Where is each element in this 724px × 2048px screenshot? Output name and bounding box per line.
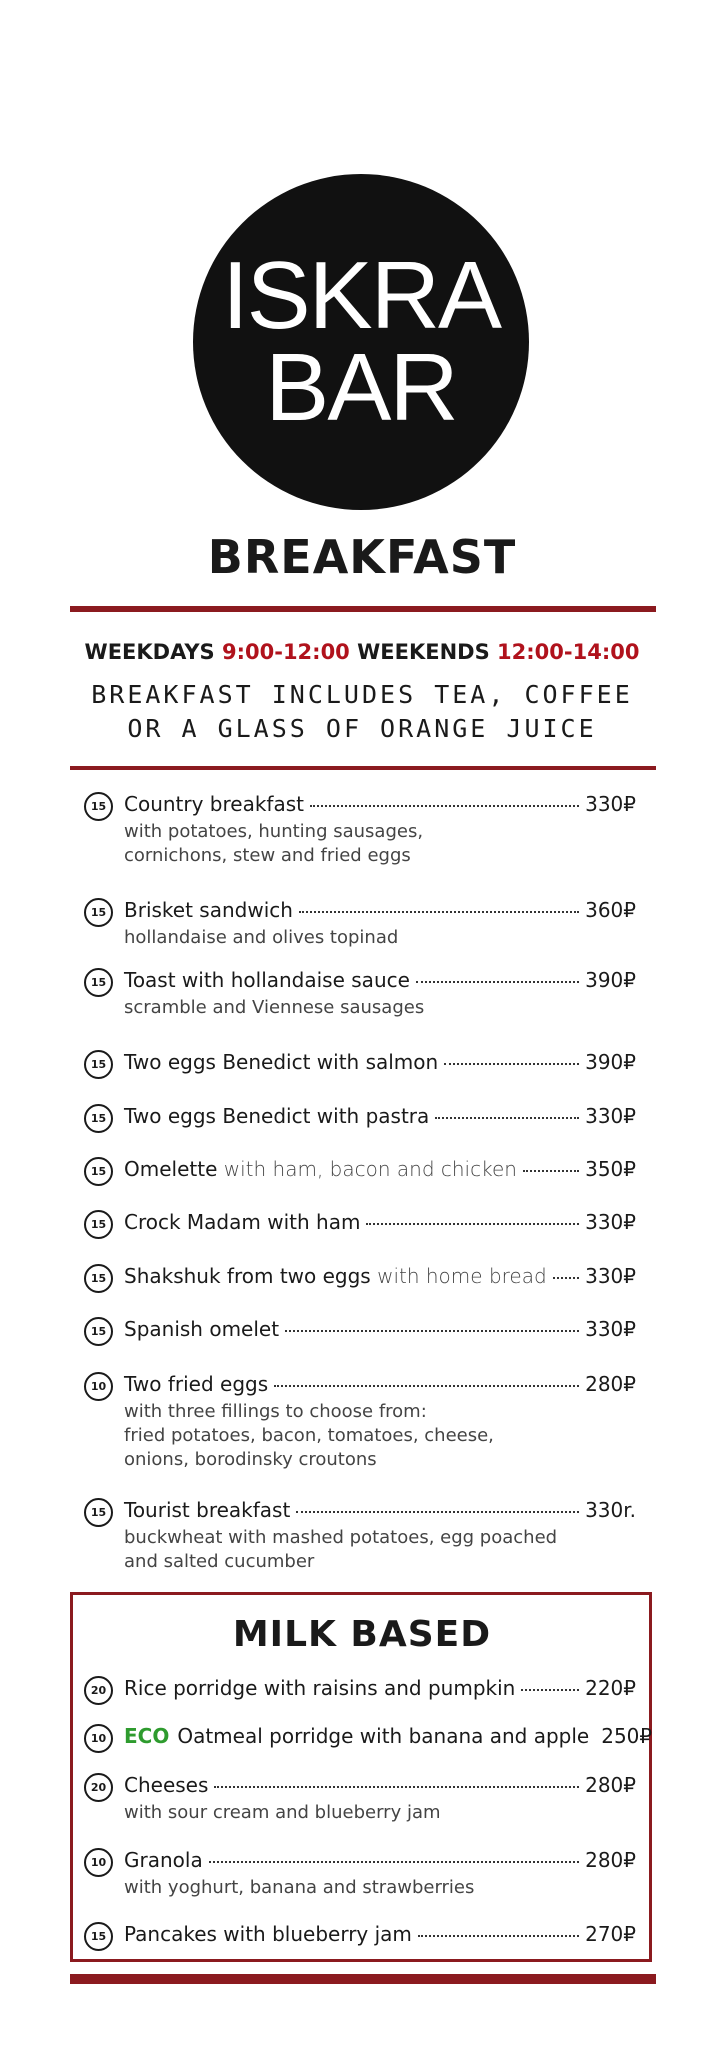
dot-leader xyxy=(285,1330,579,1332)
prep-time-clock-icon: 15 xyxy=(84,968,113,997)
menu-item-title xyxy=(124,898,293,922)
menu-item-line xyxy=(124,968,636,992)
menu-item-title xyxy=(124,1104,429,1128)
logo-line-2: BAR xyxy=(265,334,457,441)
prep-time-clock-icon: 20 xyxy=(84,1676,113,1705)
prep-time-clock-icon: 15 xyxy=(84,1157,113,1186)
menu-item-price: 330₽ xyxy=(585,792,636,816)
menu-item-title xyxy=(124,1773,208,1797)
menu-item-price: 280₽ xyxy=(585,1372,636,1396)
dot-leader xyxy=(435,1117,579,1119)
breakfast-list-rule xyxy=(70,766,656,770)
menu-item-title xyxy=(124,1317,279,1341)
menu-item-description xyxy=(124,926,398,950)
weekdays-hours: 9:00-12:00 xyxy=(222,640,350,664)
menu-item-extra: with ham, bacon and chicken xyxy=(217,1157,517,1181)
menu-item-line xyxy=(124,1848,636,1872)
prep-time-clock-icon: 20 xyxy=(84,1773,113,1802)
menu-item-description xyxy=(124,1876,474,1900)
menu-item-title xyxy=(124,1210,360,1234)
description-line: cornichons, stew and fried eggs xyxy=(124,845,411,866)
milk-based-title: MILK BASED xyxy=(232,1614,492,1655)
menu-item-name: Tourist breakfast xyxy=(124,1498,291,1522)
breakfast-title: BREAKFAST xyxy=(207,530,517,584)
prep-time-clock-icon: 15 xyxy=(84,1264,113,1293)
description-line: fried potatoes, bacon, tomatoes, cheese, xyxy=(124,1425,494,1446)
menu-item-name: Omelette xyxy=(124,1157,218,1181)
menu-item-description xyxy=(124,820,423,868)
dot-leader xyxy=(274,1385,579,1387)
description-line: with potatoes, hunting sausages, xyxy=(124,821,424,842)
description-line: buckwheat with mashed potatoes, egg poached xyxy=(124,1527,558,1548)
prep-time-clock-icon: 15 xyxy=(84,1210,113,1239)
menu-item-name: Two eggs Benedict with salmon xyxy=(124,1050,439,1074)
prep-time-clock-icon: 10 xyxy=(84,1724,113,1753)
menu-item-name: Rice porridge with raisins and pumpkin xyxy=(124,1676,516,1700)
description-line: and salted cucumber xyxy=(124,1551,315,1572)
description-line: onions, borodinsky croutons xyxy=(124,1449,377,1470)
menu-item-price: 330₽ xyxy=(585,1317,636,1341)
menu-item-name: Toast with hollandaise sauce xyxy=(124,968,410,992)
menu-item-line xyxy=(124,1773,636,1797)
menu-item-name: Crock Madam with ham xyxy=(124,1210,361,1234)
logo-line-1: ISKRA xyxy=(221,242,501,349)
menu-item-line xyxy=(124,1050,636,1074)
menu-item-price: 390₽ xyxy=(585,968,636,992)
dot-leader xyxy=(418,1935,579,1937)
menu-item-line xyxy=(124,1922,636,1946)
menu-item-title xyxy=(124,1157,517,1181)
dot-leader xyxy=(296,1511,579,1513)
dot-leader xyxy=(416,981,579,983)
menu-item-extra: with home bread xyxy=(370,1264,547,1288)
menu-item-title xyxy=(124,1050,438,1074)
dot-leader xyxy=(299,911,579,913)
menu-item-name: Two eggs Benedict with pastra xyxy=(124,1104,430,1128)
dot-leader xyxy=(553,1277,579,1279)
menu-item-line xyxy=(124,1498,636,1522)
prep-time-clock-icon: 15 xyxy=(84,1922,113,1951)
menu-item-name: Cheeses xyxy=(124,1773,209,1797)
menu-item-line xyxy=(124,1264,636,1288)
breakfast-top-rule xyxy=(70,606,656,612)
dot-leader xyxy=(366,1223,579,1225)
weekends-label: WEEKENDS xyxy=(357,640,490,664)
description-line: hollandaise and olives topinad xyxy=(124,927,399,948)
menu-item-description xyxy=(124,996,424,1020)
weekdays-label: WEEKDAYS xyxy=(84,640,215,664)
dot-leader xyxy=(521,1689,579,1691)
dot-leader xyxy=(209,1861,579,1863)
menu-item-price: 280₽ xyxy=(585,1848,636,1872)
prep-time-clock-icon: 10 xyxy=(84,1848,113,1877)
menu-item-price: 330r. xyxy=(585,1498,636,1522)
prep-time-clock-icon: 15 xyxy=(84,1317,113,1346)
menu-item-title xyxy=(124,968,410,992)
description-line: with sour cream and blueberry jam xyxy=(124,1802,441,1823)
menu-item-title xyxy=(124,1724,589,1748)
menu-item-title xyxy=(124,1498,290,1522)
prep-time-clock-icon: 15 xyxy=(84,1104,113,1133)
menu-item-name: Brisket sandwich xyxy=(124,898,293,922)
menu-item-title xyxy=(124,1848,203,1872)
menu-item-title xyxy=(124,1372,268,1396)
description-line: with three fillings to choose from: xyxy=(124,1401,427,1422)
description-line: scramble and Viennese sausages xyxy=(124,997,425,1018)
prep-time-clock-icon: 15 xyxy=(84,898,113,927)
menu-item-price: 330₽ xyxy=(585,1104,636,1128)
prep-time-clock-icon: 10 xyxy=(84,1372,113,1401)
menu-item-line xyxy=(124,1210,636,1234)
menu-item-price: 360₽ xyxy=(585,898,636,922)
logo xyxy=(193,174,529,510)
menu-item-line xyxy=(124,898,636,922)
dot-leader xyxy=(523,1170,579,1172)
menu-item-line xyxy=(124,1676,636,1700)
menu-item-title xyxy=(124,1264,547,1288)
menu-item-price: 330₽ xyxy=(585,1264,636,1288)
menu-item-name: Shakshuk from two eggs xyxy=(124,1264,371,1288)
menu-item-name: Two fried eggs xyxy=(124,1372,269,1396)
menu-item-description xyxy=(124,1801,441,1825)
menu-item-price: 270₽ xyxy=(585,1922,636,1946)
prep-time-clock-icon: 15 xyxy=(84,792,113,821)
menu-item-line xyxy=(124,1724,653,1748)
eco-badge: ECO xyxy=(124,1724,170,1748)
menu-item-description xyxy=(124,1526,557,1574)
menu-item-price: 390₽ xyxy=(585,1050,636,1074)
opening-hours xyxy=(0,640,724,664)
bottom-bar xyxy=(70,1974,656,1984)
menu-item-line xyxy=(124,1104,636,1128)
dot-leader xyxy=(310,805,579,807)
menu-item-price: 280₽ xyxy=(585,1773,636,1797)
menu-item-line xyxy=(124,1317,636,1341)
menu-item-price: 250₽ xyxy=(601,1724,653,1748)
menu-item-line xyxy=(124,1157,636,1181)
menu-item-title xyxy=(124,792,304,816)
menu-item-title xyxy=(124,1922,412,1946)
includes-line-2: OR A GLASS OF ORANGE JUICE xyxy=(127,714,597,743)
prep-time-clock-icon: 15 xyxy=(84,1050,113,1079)
menu-item-price: 330₽ xyxy=(585,1210,636,1234)
dot-leader xyxy=(214,1786,579,1788)
includes-line-1: BREAKFAST INCLUDES TEA, COFFEE xyxy=(91,680,633,709)
menu-item-price: 220₽ xyxy=(585,1676,636,1700)
menu-item-name: Country breakfast xyxy=(124,792,304,816)
menu-item-name: Oatmeal porridge with banana and apple xyxy=(177,1724,590,1748)
menu-item-description xyxy=(124,1400,494,1472)
menu-item-name: Pancakes with blueberry jam xyxy=(124,1922,412,1946)
description-line: with yoghurt, banana and strawberries xyxy=(124,1877,475,1898)
weekends-hours: 12:00-14:00 xyxy=(497,640,640,664)
menu-item-line xyxy=(124,792,636,816)
dot-leader xyxy=(444,1063,579,1065)
menu-item-name: Granola xyxy=(124,1848,203,1872)
menu-item-name: Spanish omelet xyxy=(124,1317,280,1341)
menu-item-price: 350₽ xyxy=(585,1157,636,1181)
menu-item-title xyxy=(124,1676,515,1700)
prep-time-clock-icon: 15 xyxy=(84,1498,113,1527)
menu-item-line xyxy=(124,1372,636,1396)
